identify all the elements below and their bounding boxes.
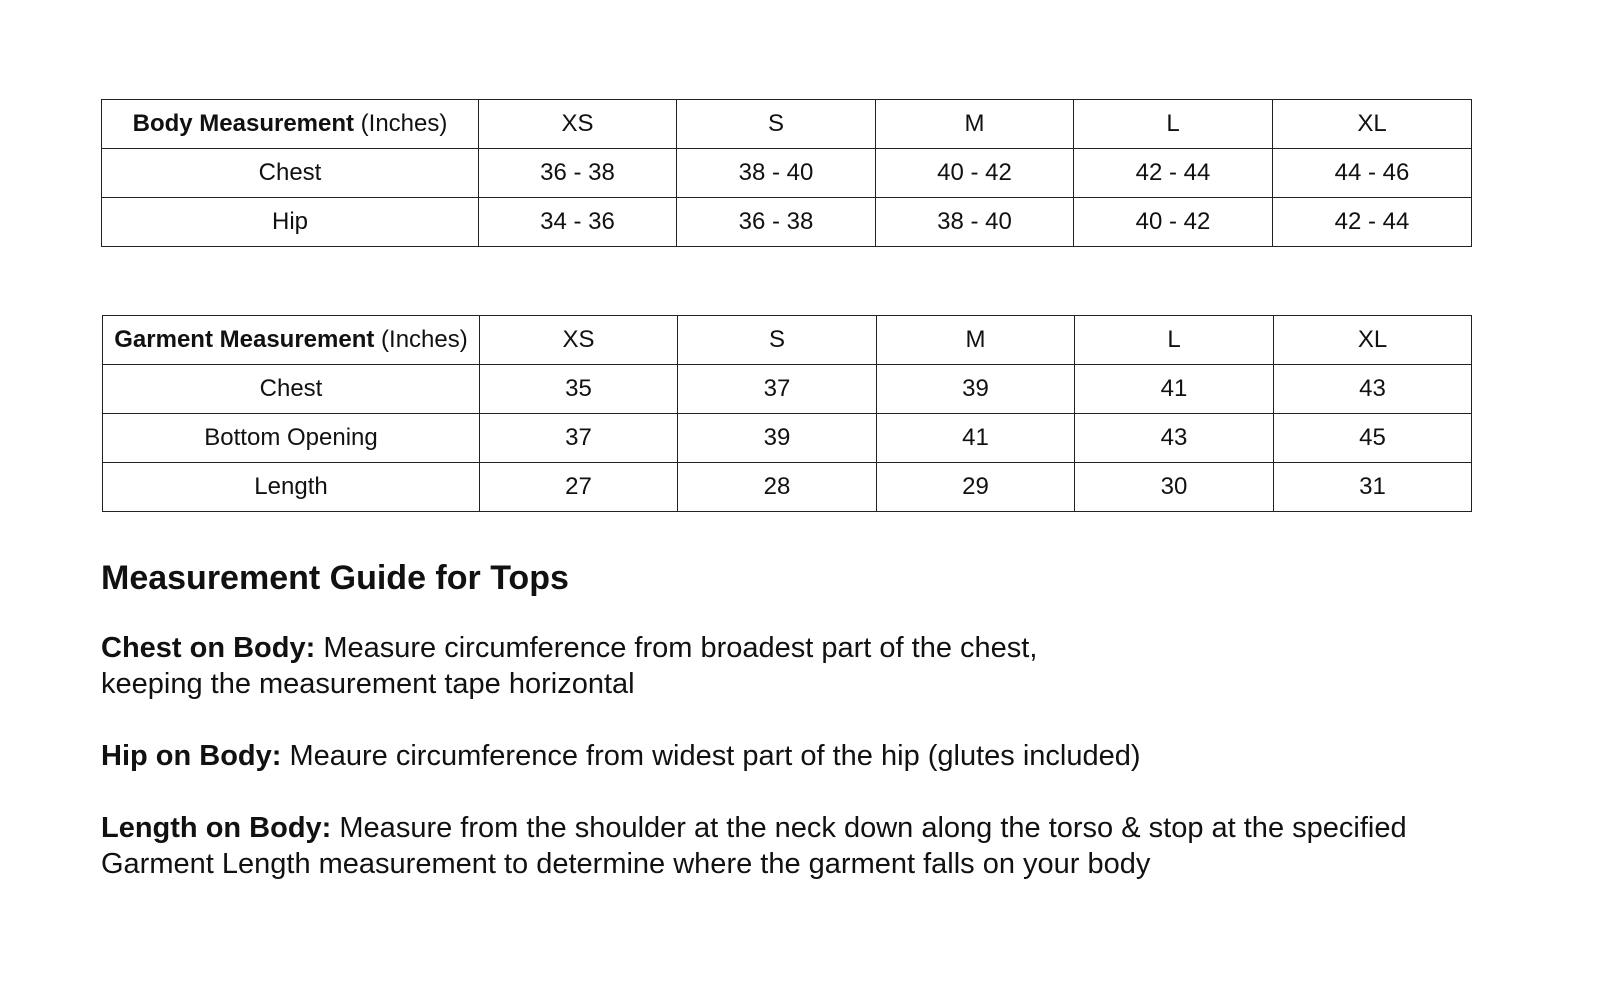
table-row [103,365,1472,414]
table-cell: 42 - 44 [1273,198,1472,247]
header-label-bold: Body Measurement [132,110,354,137]
table-cell: 35 [480,365,678,414]
table-row [103,414,1472,463]
row-label: Length [103,463,480,512]
guide-item-chest [101,630,1561,702]
table-cell: 36 - 38 [677,198,876,247]
guide-term: Chest on Body: [101,632,316,664]
header-label-unit: (Inches) [374,326,468,353]
size-header-m: M [877,316,1075,365]
table-cell: 40 - 42 [876,149,1074,198]
guide-text: Measure circumference from broadest part of the chest, [315,632,1038,664]
size-header-l: L [1074,100,1273,149]
table-cell: 45 [1274,414,1472,463]
table-cell: 43 [1274,365,1472,414]
table-row [103,463,1472,512]
row-label: Chest [103,365,480,414]
guide-item-length [101,810,1561,882]
table-cell: 31 [1274,463,1472,512]
table-cell: 41 [1075,365,1274,414]
size-header-l: L [1075,316,1274,365]
body-measurement-table [101,99,1472,247]
size-header-xs: XS [480,316,678,365]
table-cell: 37 [480,414,678,463]
table-cell: 38 - 40 [677,149,876,198]
table-cell: 41 [877,414,1075,463]
size-header-xl: XL [1273,100,1472,149]
table-cell: 39 [678,414,877,463]
table-cell: 38 - 40 [876,198,1074,247]
table-header-label [103,316,480,365]
guide-item-hip [101,738,1561,774]
row-label: Bottom Opening [103,414,480,463]
size-header-s: S [678,316,877,365]
size-header-xs: XS [479,100,677,149]
table-row [102,149,1472,198]
table-cell: 30 [1075,463,1274,512]
table-cell: 44 - 46 [1273,149,1472,198]
guide-text-continued: keeping the measurement tape horizontal [101,668,635,700]
guide-term: Hip on Body: [101,740,282,772]
row-label: Chest [102,149,479,198]
guide-term: Length on Body: [101,812,332,844]
table-header-row [102,100,1472,149]
guide-title: Measurement Guide for Tops [101,559,569,597]
guide-text: Measure from the shoulder at the neck down along the torso & stop at the specified [331,812,1407,844]
measurement-guide [101,556,1561,918]
table-cell: 27 [480,463,678,512]
table-row [102,198,1472,247]
table-cell: 37 [678,365,877,414]
table-cell: 39 [877,365,1075,414]
table-cell: 36 - 38 [479,149,677,198]
size-header-xl: XL [1274,316,1472,365]
table-header-label [102,100,479,149]
table-cell: 40 - 42 [1074,198,1273,247]
table-cell: 28 [678,463,877,512]
table-cell: 29 [877,463,1075,512]
table-cell: 34 - 36 [479,198,677,247]
guide-text: Meaure circumference from widest part of the hip (glutes included) [281,740,1141,772]
table-header-row [103,316,1472,365]
guide-text-continued: Garment Length measurement to determine where the garment falls on your body [101,848,1151,880]
header-label-unit: (Inches) [354,110,448,137]
size-header-s: S [677,100,876,149]
size-header-m: M [876,100,1074,149]
row-label: Hip [102,198,479,247]
garment-measurement-table [102,315,1472,512]
table-cell: 43 [1075,414,1274,463]
table-cell: 42 - 44 [1074,149,1273,198]
header-label-bold: Garment Measurement [114,326,375,353]
